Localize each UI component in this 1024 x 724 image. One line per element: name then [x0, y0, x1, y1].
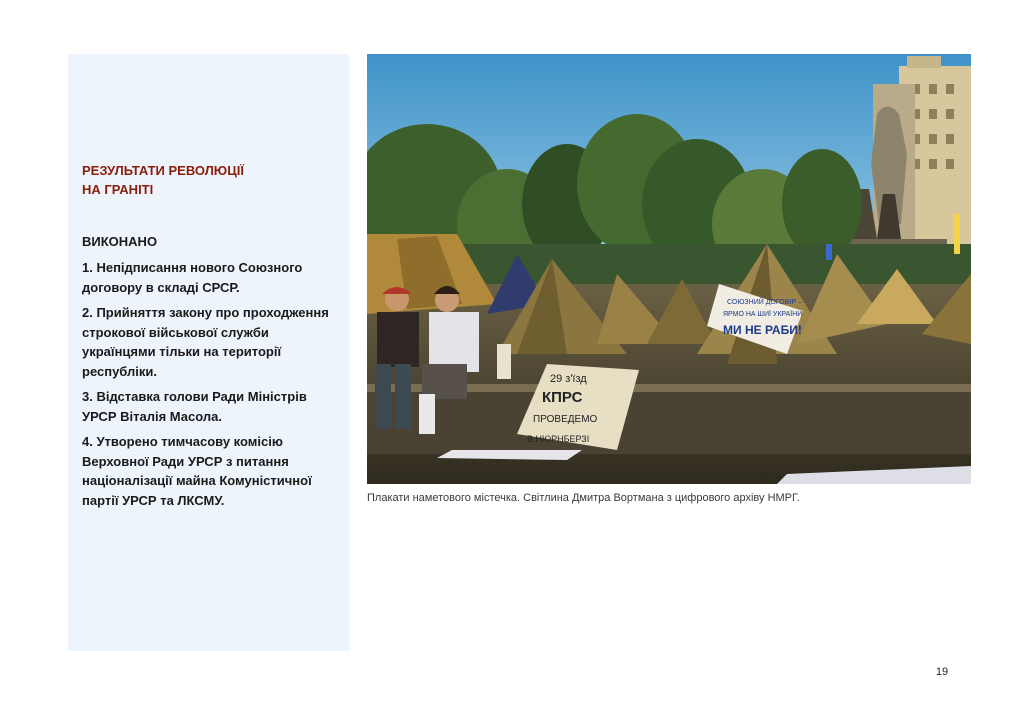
- results-block: [82, 234, 344, 516]
- left-text-panel: [68, 54, 349, 651]
- page-number: 19: [935, 666, 949, 678]
- sign-right-line-3: МИ НЕ РАБИ!: [723, 323, 802, 337]
- section-heading: [82, 161, 342, 199]
- sign-left-line-4: В НЮРНБЕРЗІ: [527, 434, 590, 444]
- results-list: [82, 258, 344, 510]
- flag: [826, 244, 832, 260]
- sign-right-line-1: СОЮЗНИЙ ДОГОВІР –: [727, 299, 802, 306]
- list-item: 4. Утворено тимчасову комісію Верховної Ради УРСР з питання націоналізації майна Комуністичної партії УРСР та ЛКСМУ.: [82, 434, 312, 508]
- list-item: 1. Непідписання нового Союзного договору в складі СРСР.: [82, 260, 303, 295]
- sign-left-line-1: 29 з'їзд: [550, 373, 587, 385]
- sign-left-line-2: КПРС: [542, 389, 583, 406]
- list-item: 3. Відставка голови Ради Міністрів УРСР Віталія Масола.: [82, 389, 307, 424]
- photo-illustration: [367, 54, 971, 484]
- flag: [954, 214, 960, 254]
- subsection-title: ВИКОНАНО: [82, 234, 158, 249]
- sign-left-line-3: ПРОВЕДЕМО: [533, 414, 598, 425]
- list-item: 2. Прийняття закону про проходження строкової військової служби українцями тільки на території республіки.: [82, 305, 329, 379]
- heading-line-2: НА ГРАНІТІ: [82, 182, 154, 197]
- photo-caption: Плакати наметового містечка. Світлина Дмитра Вортмана з цифрового архіву НМРГ.: [367, 492, 800, 504]
- sign-right-line-2: ЯРМО НА ШИЇ УКРАЇНИ: [723, 311, 803, 318]
- megaphone: [497, 344, 511, 379]
- heading-line-1: РЕЗУЛЬТАТИ РЕВОЛЮЦІЇ: [82, 163, 244, 178]
- tent-camp-photo: [367, 54, 971, 484]
